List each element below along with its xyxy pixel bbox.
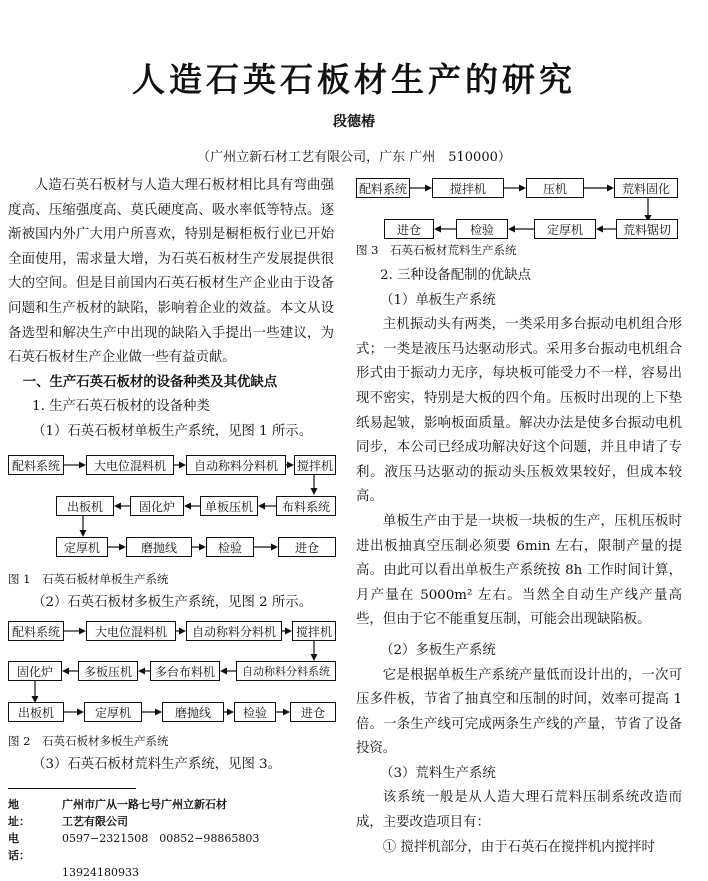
fig2-box: 多台布料机 [150,661,220,681]
item-multi-board: （2）多板生产系统 [380,642,496,658]
subsection-heading-2: 2. 三种设备配制的优缺点 [380,268,532,283]
fig1-box: 搅拌机 [294,455,336,475]
fig2-box: 进仓 [290,702,336,722]
fig3-box: 压机 [526,178,584,198]
item-3: （3）石英石板材荒料生产系统，见图 3。 [32,757,282,773]
figure-3-caption: 图 3 石英石板材荒料生产系统 [356,243,517,257]
fig1-box: 进仓 [278,537,336,557]
fig3-box: 荒料锯切 [616,219,678,239]
figure-2 [8,617,334,731]
paragraph-multi: 它是根据单板生产系统产量低而设计出的，一次可压多件板，节省了抽真空和压制的时间，效率可提高 1 倍。一条生产线可完成两条生产线的产量，节省了设备投资。 [356,667,682,757]
footnote-rule [8,788,136,789]
figure-3 [356,174,682,240]
phone-value: 0597−2321508 00852−98865803 [62,832,260,845]
fig1-box: 定厚机 [56,537,108,557]
fig1-box: 磨抛线 [126,537,192,557]
fig3-box: 检验 [456,219,508,239]
paper-title: 人造石英石板材生产的研究 [132,60,576,99]
item-2: （2）石英石板材多板生产系统，见图 2 所示。 [32,594,313,610]
left-column [8,174,334,778]
item-1: （1）石英石板材单板生产系统，见图 1 所示。 [32,423,313,439]
paragraph-single-1: 主机振动头有两类，一类采用多台振动电机组合形式；一类是液压马达驱动形式。采用多台振动电机组合形式由于振动力无序，每块板可能受力不一样，容易出现不密实，特别是大板的四个角。压板时出现的上下垫纸易起皱，影响板面质量。解决办法是使多台振动电机同步，本公司已经成功解决好这个问题，并且申请了专利。液压马达驱动的振动头压板效果较好，但成本较高。 [356,317,682,505]
fig1-box: 布料系统 [276,496,336,516]
paragraph-block-1: 该系统一般是从人造大理石荒料压制系统改造而成，主要改造项目有： [356,790,682,831]
fig3-box: 搅拌机 [432,178,504,198]
phone-label: 电 话： [8,832,41,862]
fig2-box: 固化炉 [8,661,62,681]
fig2-box: 定厚机 [84,702,142,722]
fig2-box: 大电位混料机 [86,621,176,641]
phone-value-2: 13924180933 [62,866,139,879]
address-label: 地 址： [8,798,41,828]
fig1-box: 配料系统 [8,455,64,475]
fig1-box: 出板机 [56,496,114,516]
fig3-box: 荒料固化 [614,178,678,198]
figure-1 [8,449,334,575]
fig1-box: 固化炉 [130,496,184,516]
fig2-box: 搅拌机 [292,621,336,641]
fig2-box: 自动称料分料机 [186,621,282,641]
figure-2-caption: 图 2 石英石板材多板生产系统 [8,734,169,749]
fig2-box: 出板机 [8,702,64,722]
fig1-box: 检验 [206,537,254,557]
fig1-box: 大电位混料机 [86,455,174,475]
item-single-board: （1）单板生产系统 [380,292,496,308]
fig1-box: 自动称料分料机 [186,455,286,475]
fig3-box: 配料系统 [356,178,410,198]
author-name: 段德椿 [333,114,375,130]
intro-paragraph: 人造石英石板材与人造大理石板材相比具有弯曲强度高、压缩强度高、莫氏硬度高、吸水率低等特点。逐渐被国内外广大用户所喜欢，特别是橱柜板行业已开始全面使用，需求量大增，为石英石板材生产发展提供很大的空间。但是目前国内石英石板材生产企业由于设备问题和生产板材的缺陷，影响着企业的效益。本文从设备选型和解决生产中出现的缺陷入手提出一些建议，为石英石板材生产企业做一些有益贡献。 [8,178,334,366]
address-value: 广州市广从一路七号广州立新石材工艺有限公司 [62,798,227,828]
figure-1-caption: 图 1 石英石板材单板生产系统 [8,571,169,586]
section-heading-1: 一、生产石英石板材的设备种类及其优缺点 [22,374,278,390]
fig2-box: 配料系统 [8,621,64,641]
paragraph-single-2: 单板生产由于是一块板一块板的生产，压机压板时进出板抽真空压制必须要 6min 左右，限制产量的提高。由此可以看出单板生产系统按 8h 工作时间计算，月产量在 5000m² 左右。当然全自动生产线产量高些，但由于它不能重复压制，可能会出现缺陷板。 [356,513,682,628]
item-block: （3）荒料生产系统 [380,765,496,781]
fig3-box: 定厚机 [534,219,596,239]
fig2-box: 检验 [234,702,276,722]
fig2-box: 自动称料分料系统 [236,661,336,681]
fig2-box: 多板压机 [78,661,138,681]
fig1-box: 单板压机 [200,496,258,516]
right-column [356,174,682,860]
fig3-box: 进仓 [384,219,434,239]
affiliation: （广州立新石材工艺有限公司，广东 广州 510000） [197,150,511,165]
author-footnote [8,796,259,881]
subsection-heading-1: 1. 生产石英石板材的设备种类 [32,399,210,415]
paragraph-block-2: ① 搅拌机部分，由于石英石在搅拌机内搅拌时 [382,839,655,855]
fig2-box: 磨抛线 [162,702,224,722]
